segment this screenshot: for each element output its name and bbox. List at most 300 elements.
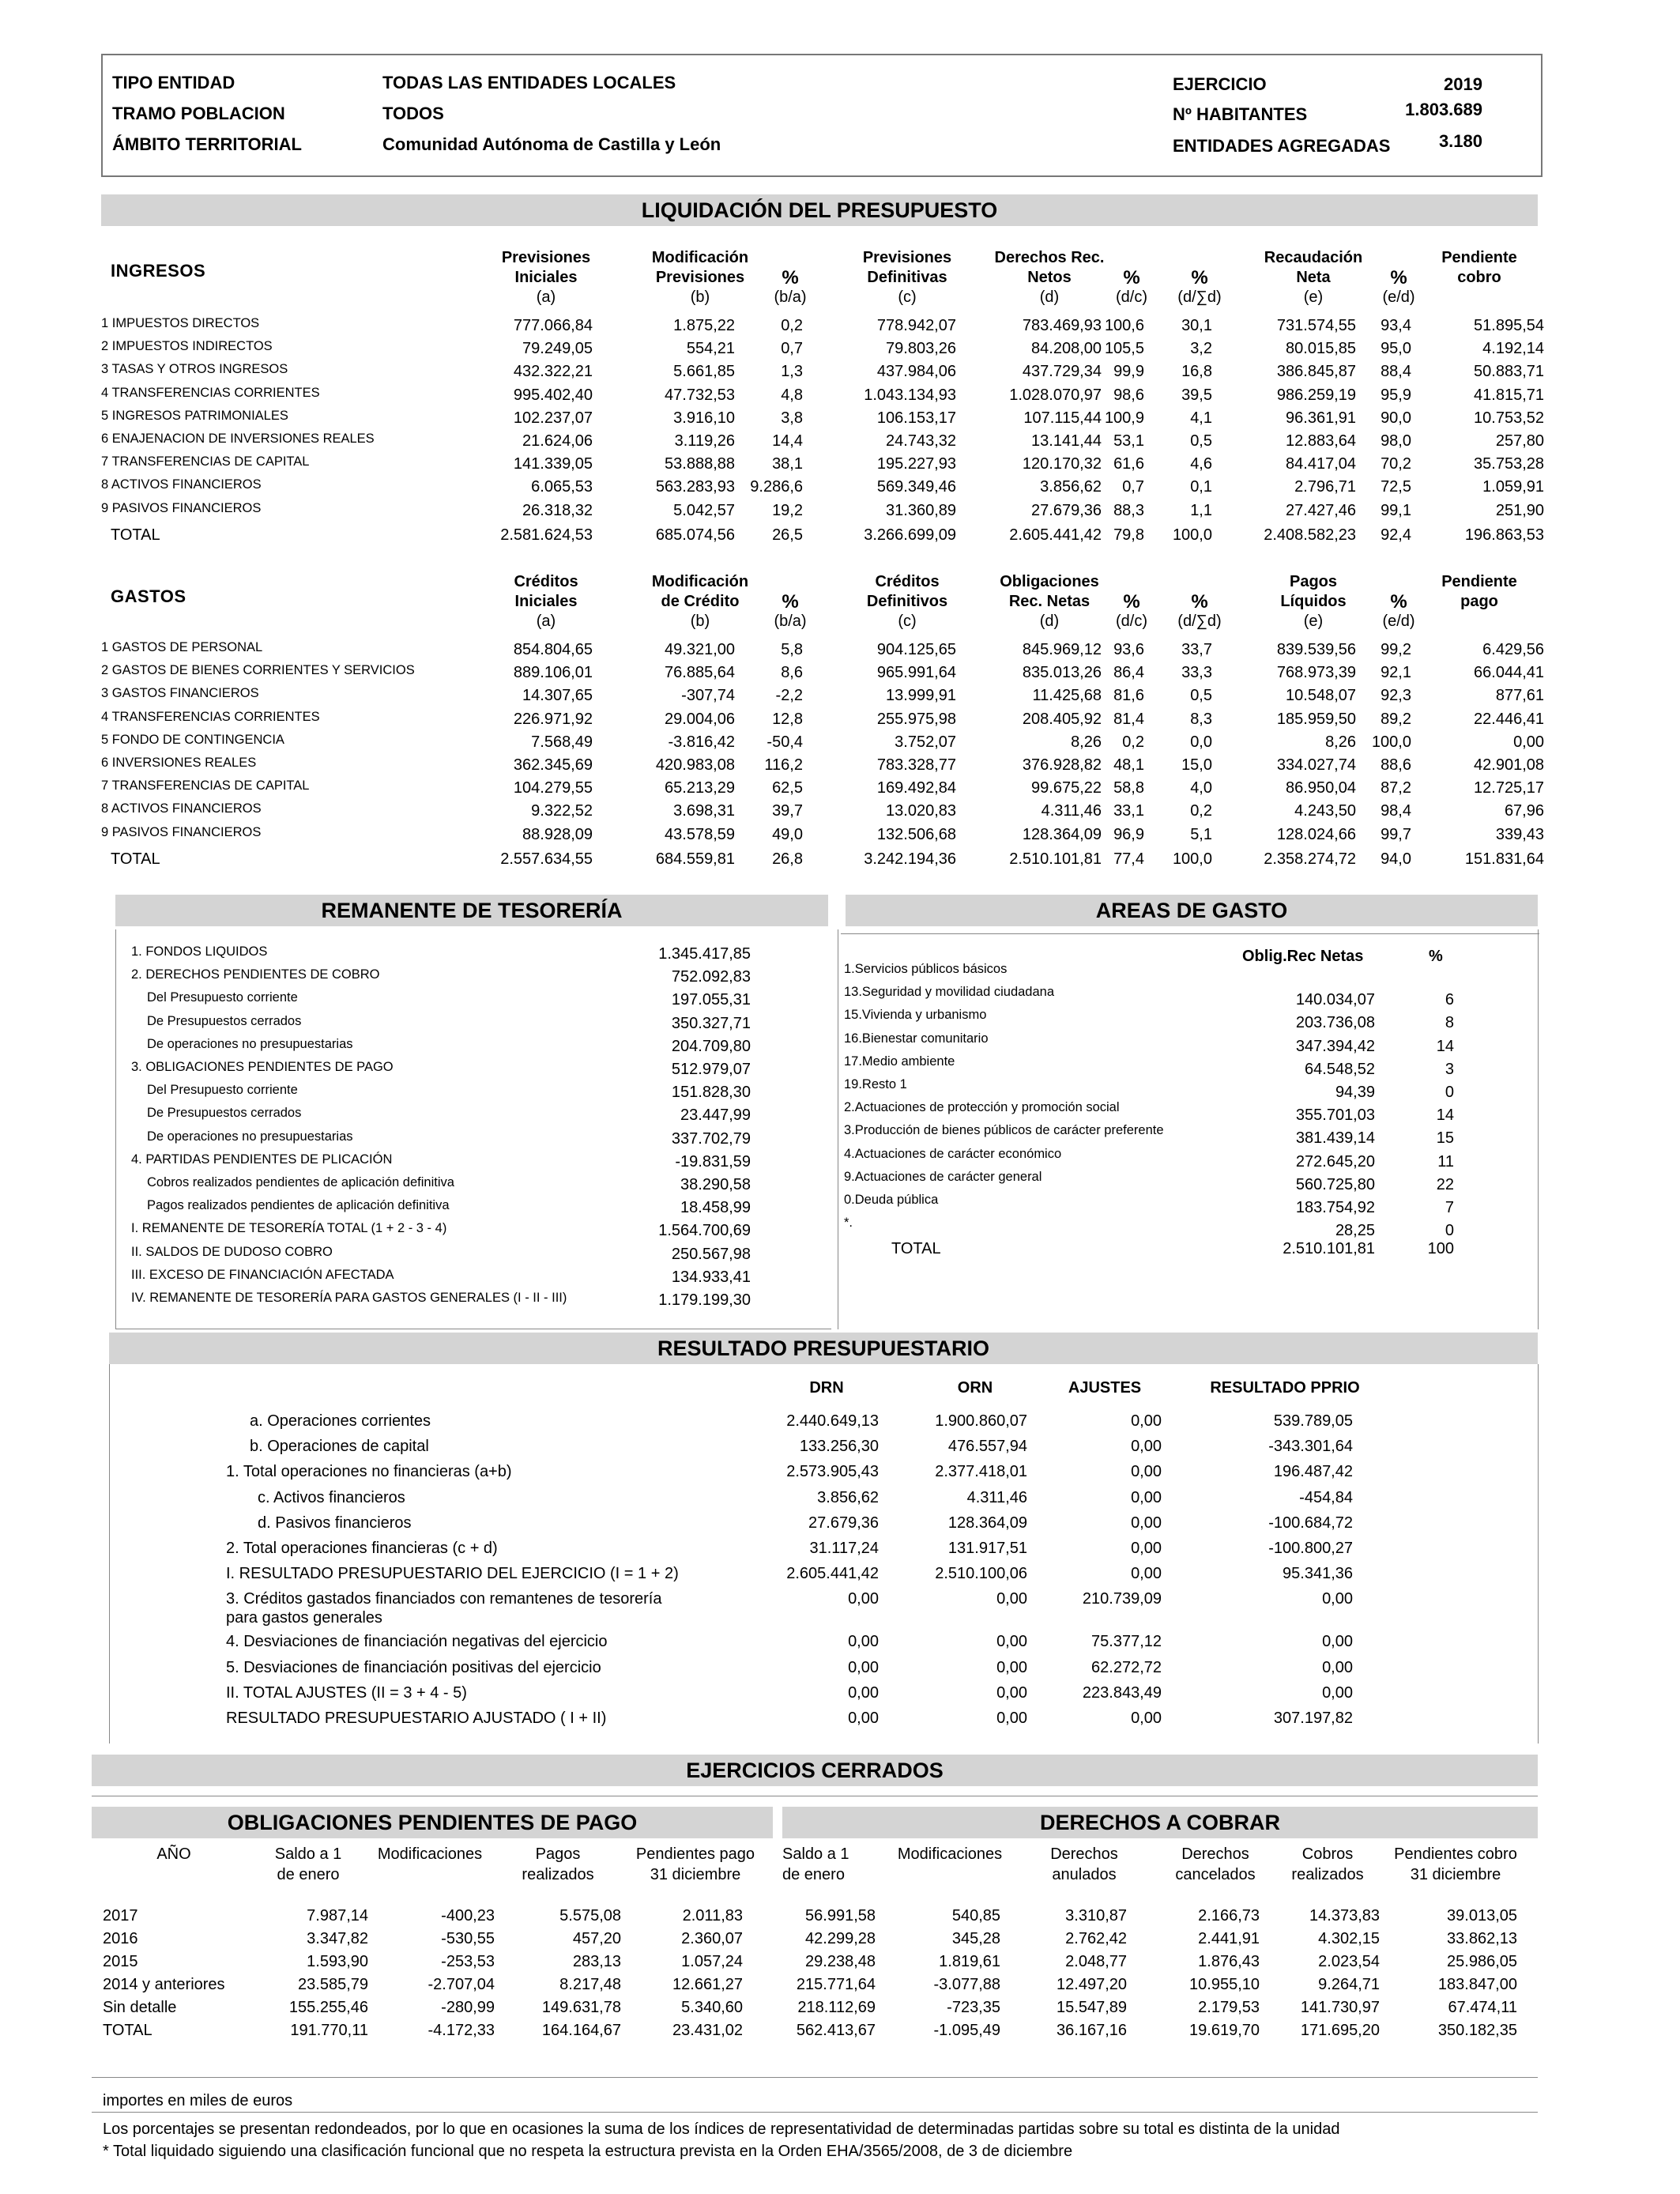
cerrados-row-3-col-4: 215.771,64 bbox=[796, 1976, 876, 1993]
resultado-row-1-col-0: 133.256,30 bbox=[799, 1438, 879, 1456]
ingresos-header-0-l1: Previsiones bbox=[501, 249, 591, 266]
cerrados-row-0-col-6: 3.310,87 bbox=[1065, 1907, 1127, 1924]
gastos-row-1-col-5: 86,4 bbox=[1113, 664, 1144, 682]
area-row-2-value: 203.736,08 bbox=[1295, 1014, 1375, 1032]
remanente-row-5-label: 3. OBLIGACIONES PENDIENTES DE PAGO bbox=[131, 1060, 394, 1074]
remanente-title: REMANENTE DE TESORERÍA bbox=[115, 895, 828, 926]
gastos-row-5-col-4: 376.928,82 bbox=[1022, 756, 1102, 774]
remanente-row-10-value: 38.290,58 bbox=[680, 1176, 751, 1193]
gastos-header-3-l2: Definitivos bbox=[866, 593, 948, 610]
remanente-row-8-value: 337.702,79 bbox=[671, 1129, 751, 1148]
area-row-1-value: 140.034,07 bbox=[1295, 991, 1375, 1009]
cerrados-row-1-col-8: 4.302,15 bbox=[1318, 1930, 1380, 1947]
remanente-row-1-label: 2. DERECHOS PENDIENTES DE COBRO bbox=[131, 967, 380, 982]
cerrados-header-1-l2: de enero bbox=[277, 1866, 340, 1883]
ingresos-row-4-col-6: 4,1 bbox=[1190, 409, 1212, 427]
gastos-row-5-col-0: 362.345,69 bbox=[513, 756, 593, 774]
remanente-row-14-value: 134.933,41 bbox=[671, 1268, 751, 1286]
ingresos-row-5-name: 6 ENAJENACION DE INVERSIONES REALES bbox=[101, 432, 375, 446]
ingresos-row-3-col-1: 47.732,53 bbox=[665, 386, 735, 404]
header-box bbox=[101, 54, 1543, 177]
gastos-row-7-col-4: 4.311,46 bbox=[1041, 802, 1102, 820]
resultado-title: RESULTADO PRESUPUESTARIO bbox=[109, 1333, 1538, 1364]
ingresos-row-6-name: 7 TRANSFERENCIAS DE CAPITAL bbox=[101, 454, 310, 469]
resultado-row-3-col-2: 0,00 bbox=[1131, 1488, 1162, 1506]
ingresos-row-3-col-7: 986.259,19 bbox=[1276, 386, 1356, 404]
gastos-header-3-l3: (c) bbox=[898, 613, 917, 630]
gastos-row-2-col-9: 877,61 bbox=[1495, 687, 1544, 705]
resultado-row-9-col-0: 0,00 bbox=[848, 1658, 879, 1676]
ingresos-row-4-col-9: 10.753,52 bbox=[1474, 409, 1544, 427]
gastos-row-6-col-7: 86.950,04 bbox=[1286, 779, 1356, 797]
ingresos-row-8-col-6: 1,1 bbox=[1190, 501, 1212, 519]
resultado-row-0-col-0: 2.440.649,13 bbox=[786, 1412, 879, 1430]
resultado-row-0-col-3: 539.789,05 bbox=[1273, 1412, 1353, 1430]
gastos-total-col-2: 26,8 bbox=[772, 850, 803, 868]
tramo-poblacion-label: TRAMO POBLACION bbox=[112, 104, 285, 123]
ingresos-row-6-col-6: 4,6 bbox=[1190, 455, 1212, 473]
gastos-row-1-col-2: 8,6 bbox=[781, 664, 803, 682]
ingresos-header-5-l2: % bbox=[1123, 267, 1140, 288]
cerrados-header-3-l1: Pagos bbox=[535, 1845, 581, 1863]
gastos-row-4-col-4: 8,26 bbox=[1071, 733, 1102, 751]
remanente-row-11-value: 18.458,99 bbox=[680, 1199, 751, 1217]
gastos-header-1-l2: de Crédito bbox=[661, 593, 740, 610]
gastos-header-1-l1: Modificación bbox=[651, 573, 749, 590]
resultado-row-1-col-2: 0,00 bbox=[1131, 1438, 1162, 1456]
areas-title: AREAS DE GASTO bbox=[846, 895, 1538, 926]
cerrados-bottom-line bbox=[92, 2077, 1538, 2078]
resultado-row-4-label: d. Pasivos financieros bbox=[258, 1514, 412, 1532]
resultado-row-6-label: I. RESULTADO PRESUPUESTARIO DEL EJERCICIO (I = 1 + 2) bbox=[226, 1565, 679, 1583]
cerrados-row-4-col-6: 15.547,89 bbox=[1057, 1999, 1127, 2016]
ejercicio-label: EJERCICIO bbox=[1173, 74, 1267, 94]
area-row-7-label: 3.Producción de bienes públicos de carácter preferente bbox=[844, 1123, 1164, 1138]
resultado-header-1: ORN bbox=[957, 1379, 993, 1397]
cerrados-row-2-col-5: 1.819,61 bbox=[939, 1953, 1000, 1970]
ingresos-row-0-col-9: 51.895,54 bbox=[1474, 317, 1544, 334]
ingresos-row-2-col-2: 1,3 bbox=[781, 363, 803, 381]
ingresos-row-8-name: 9 PASIVOS FINANCIEROS bbox=[101, 500, 262, 515]
gastos-row-4-col-7: 8,26 bbox=[1325, 733, 1356, 751]
area-row-7-pct: 15 bbox=[1436, 1129, 1454, 1148]
ingresos-row-2-col-9: 50.883,71 bbox=[1474, 363, 1544, 381]
gastos-row-6-name: 7 TRANSFERENCIAS DE CAPITAL bbox=[101, 778, 310, 794]
gastos-row-7-col-1: 3.698,31 bbox=[673, 802, 735, 820]
ingresos-row-4-col-5: 100,9 bbox=[1104, 409, 1144, 427]
cerrados-row-0-col-1: -400,23 bbox=[441, 1907, 495, 1924]
gastos-row-8-col-7: 128.024,66 bbox=[1276, 825, 1356, 843]
remanente-row-4-value: 204.709,80 bbox=[671, 1037, 751, 1055]
gastos-row-0-col-0: 854.804,65 bbox=[513, 641, 593, 658]
gastos-row-4-name: 5 FONDO DE CONTINGENCIA bbox=[101, 732, 284, 747]
gastos-row-4-col-8: 100,0 bbox=[1371, 733, 1411, 751]
cerrados-row-0-col-9: 39.013,05 bbox=[1447, 1907, 1517, 1924]
cerrados-row-1-col-5: 345,28 bbox=[951, 1930, 1000, 1947]
area-total-label: TOTAL bbox=[891, 1240, 941, 1257]
gastos-row-7-col-0: 9.322,52 bbox=[531, 802, 593, 820]
gastos-header-4-l2: Rec. Netas bbox=[1008, 593, 1090, 610]
gastos-row-2-col-0: 14.307,65 bbox=[522, 687, 593, 705]
tipo-entidad-label: TIPO ENTIDAD bbox=[112, 73, 235, 92]
ingresos-row-1-col-7: 80.015,85 bbox=[1286, 340, 1356, 358]
cerrados-row-2-col-2: 283,13 bbox=[572, 1953, 621, 1970]
tipo-entidad-value: TODAS LAS ENTIDADES LOCALES bbox=[382, 73, 676, 92]
ingresos-row-0-col-4: 783.469,93 bbox=[1022, 317, 1102, 334]
area-row-7-value: 381.439,14 bbox=[1295, 1129, 1375, 1148]
gastos-row-5-col-9: 42.901,08 bbox=[1474, 756, 1544, 774]
gastos-row-0-col-8: 99,2 bbox=[1381, 641, 1411, 658]
ingresos-row-4-col-1: 3.916,10 bbox=[673, 409, 735, 427]
footnote-units: importes en miles de euros bbox=[103, 2092, 293, 2109]
gastos-header-0-l1: Créditos bbox=[514, 573, 578, 590]
gastos-row-8-col-1: 43.578,59 bbox=[665, 825, 735, 843]
ambito-territorial-value: Comunidad Autónoma de Castilla y León bbox=[382, 134, 721, 154]
ingresos-row-4-col-8: 90,0 bbox=[1381, 409, 1411, 427]
ingresos-label: INGRESOS bbox=[111, 261, 206, 281]
ingresos-total-label: TOTAL bbox=[111, 526, 160, 544]
area-row-11-pct: 0 bbox=[1445, 1222, 1454, 1240]
entidades-agregadas-label: ENTIDADES AGREGADAS bbox=[1173, 136, 1391, 156]
ingresos-header-8-l2: % bbox=[1390, 267, 1407, 288]
cerrados-row-3-col-6: 12.497,20 bbox=[1057, 1976, 1127, 1993]
habitantes-value: 1.803.689 bbox=[1405, 100, 1482, 119]
gastos-row-0-col-7: 839.539,56 bbox=[1276, 641, 1356, 658]
cerrados-header-9-l2: realizados bbox=[1291, 1866, 1364, 1883]
remanente-row-4-label: De operaciones no presupuestarias bbox=[147, 1036, 353, 1051]
area-row-1-pct: 6 bbox=[1445, 991, 1454, 1009]
ingresos-row-5-col-4: 13.141,44 bbox=[1031, 432, 1102, 450]
ingresos-row-6-col-0: 141.339,05 bbox=[513, 455, 593, 473]
ingresos-total-col-5: 79,8 bbox=[1113, 526, 1144, 544]
resultado-row-8-col-1: 0,00 bbox=[996, 1633, 1027, 1651]
resultado-row-3-label: c. Activos financieros bbox=[258, 1488, 405, 1506]
gastos-row-5-col-3: 783.328,77 bbox=[876, 756, 956, 774]
gastos-header-6-l3: (d/∑d) bbox=[1177, 613, 1222, 630]
ingresos-row-4-name: 5 INGRESOS PATRIMONIALES bbox=[101, 408, 288, 423]
gastos-row-4-col-5: 0,2 bbox=[1122, 733, 1144, 751]
gastos-row-3-col-7: 185.959,50 bbox=[1276, 710, 1356, 728]
gastos-header-8-l2: % bbox=[1390, 591, 1407, 613]
gastos-row-1-col-4: 835.013,26 bbox=[1022, 664, 1102, 682]
ingresos-header-2-l3: (b/a) bbox=[774, 288, 807, 306]
ingresos-header-1-l3: (b) bbox=[690, 288, 710, 306]
ingresos-row-2-col-1: 5.661,85 bbox=[673, 363, 735, 381]
ingresos-row-1-name: 2 IMPUESTOS INDIRECTOS bbox=[101, 339, 273, 354]
ingresos-row-7-col-9: 1.059,91 bbox=[1482, 478, 1544, 496]
ingresos-total-col-1: 685.074,56 bbox=[655, 526, 735, 544]
gastos-total-col-8: 94,0 bbox=[1381, 850, 1411, 868]
resultado-row-5-col-0: 31.117,24 bbox=[809, 1540, 879, 1557]
cerrados-row-4-col-1: -280,99 bbox=[441, 1999, 495, 2016]
gastos-total-col-3: 3.242.194,36 bbox=[864, 850, 956, 868]
gastos-header-9-l2: pago bbox=[1460, 593, 1498, 610]
cerrados-row-5-col-3: 23.431,02 bbox=[672, 2022, 743, 2039]
ingresos-total-col-8: 92,4 bbox=[1381, 526, 1411, 544]
tramo-poblacion-value: TODOS bbox=[382, 104, 444, 123]
gastos-row-3-col-9: 22.446,41 bbox=[1474, 710, 1544, 728]
ingresos-row-5-col-1: 3.119,26 bbox=[674, 432, 735, 450]
cerrados-row-2-col-4: 29.238,48 bbox=[805, 1953, 876, 1970]
remanente-row-13-value: 250.567,98 bbox=[671, 1245, 751, 1263]
gastos-row-3-col-3: 255.975,98 bbox=[876, 710, 956, 728]
resultado-row-8-col-0: 0,00 bbox=[848, 1633, 879, 1651]
areas-col-oblig: Oblig.Rec Netas bbox=[1242, 948, 1364, 965]
ingresos-row-7-col-6: 0,1 bbox=[1190, 478, 1212, 496]
ingresos-row-7-col-2: 9.286,6 bbox=[750, 478, 803, 496]
ingresos-row-7-col-3: 569.349,46 bbox=[876, 478, 956, 496]
gastos-row-6-col-1: 65.213,29 bbox=[665, 779, 735, 797]
ingresos-row-0-col-0: 777.066,84 bbox=[513, 317, 593, 334]
cerrados-header-7-l1: Derechos bbox=[1050, 1845, 1118, 1863]
area-row-3-value: 347.394,42 bbox=[1295, 1037, 1375, 1055]
remanente-row-11-label: Pagos realizados pendientes de aplicación definitiva bbox=[147, 1198, 450, 1213]
ingresos-row-1-col-4: 84.208,00 bbox=[1031, 340, 1102, 358]
gastos-row-6-col-8: 87,2 bbox=[1381, 779, 1411, 797]
ingresos-header-2-l2: % bbox=[782, 267, 799, 288]
gastos-row-2-col-8: 92,3 bbox=[1381, 687, 1411, 705]
gastos-row-6-col-9: 12.725,17 bbox=[1474, 779, 1544, 797]
ingresos-row-1-col-8: 95,0 bbox=[1381, 340, 1411, 358]
gastos-row-3-col-2: 12,8 bbox=[772, 710, 803, 728]
cerrados-row-2-col-1: -253,53 bbox=[441, 1953, 495, 1970]
cerrados-row-1-col-3: 2.360,07 bbox=[681, 1930, 743, 1947]
cerrados-header-10-l2: 31 diciembre bbox=[1410, 1866, 1501, 1883]
ingresos-total-col-3: 3.266.699,09 bbox=[864, 526, 956, 544]
resultado-row-2-col-2: 0,00 bbox=[1131, 1463, 1162, 1481]
gastos-row-5-col-1: 420.983,08 bbox=[655, 756, 735, 774]
resultado-row-6-col-1: 2.510.100,06 bbox=[935, 1565, 1027, 1583]
gastos-header-1-l3: (b) bbox=[690, 613, 710, 630]
areas-col-pct: % bbox=[1429, 948, 1443, 965]
resultado-row-2-col-1: 2.377.418,01 bbox=[935, 1463, 1027, 1481]
gastos-row-0-col-3: 904.125,65 bbox=[876, 641, 956, 658]
resultado-row-11-col-3: 307.197,82 bbox=[1273, 1710, 1353, 1727]
gastos-row-0-col-6: 33,7 bbox=[1181, 641, 1212, 658]
footnote-rounding: Los porcentajes se presentan redondeados, por lo que en ocasiones la suma de los índices de representatividad de determinadas partidas sobre su total es distinta de la unidad bbox=[103, 2120, 1340, 2138]
resultado-row-10-col-0: 0,00 bbox=[848, 1683, 879, 1702]
remanente-row-12-label: I. REMANENTE DE TESORERÍA TOTAL (1 + 2 - 3 - 4) bbox=[131, 1221, 447, 1236]
gastos-header-7-l3: (e) bbox=[1303, 613, 1324, 630]
remanente-row-8-label: De operaciones no presupuestarias bbox=[147, 1129, 353, 1144]
resultado-row-4-col-0: 27.679,36 bbox=[808, 1514, 879, 1532]
ingresos-row-5-col-0: 21.624,06 bbox=[522, 432, 593, 450]
ingresos-row-0-col-2: 0,2 bbox=[781, 317, 803, 334]
area-row-10-label: 0.Deuda pública bbox=[844, 1193, 939, 1207]
remanente-row-15-label: IV. REMANENTE DE TESORERÍA PARA GASTOS GENERALES (I - II - III) bbox=[131, 1291, 567, 1305]
ingresos-header-7-l2: Neta bbox=[1296, 269, 1331, 286]
resultado-row-3-col-0: 3.856,62 bbox=[817, 1488, 879, 1506]
gastos-row-1-col-3: 965.991,64 bbox=[876, 664, 956, 682]
ambito-territorial-label: ÁMBITO TERRITORIAL bbox=[112, 134, 302, 154]
cerrados-row-3-year: 2014 y anteriores bbox=[103, 1976, 225, 1993]
cerrados-header-7-l2: anulados bbox=[1052, 1866, 1117, 1883]
gastos-header-9-l1: Pendiente bbox=[1441, 573, 1517, 590]
ingresos-header-9-l1: Pendiente bbox=[1441, 249, 1517, 266]
area-row-9-label: 9.Actuaciones de carácter general bbox=[844, 1169, 1042, 1184]
ingresos-header-8-l3: (e/d) bbox=[1382, 288, 1415, 306]
area-row-4-label: 17.Medio ambiente bbox=[844, 1054, 955, 1069]
ingresos-header-3-l3: (c) bbox=[898, 288, 917, 306]
remanente-row-10-label: Cobros realizados pendientes de aplicación definitiva bbox=[147, 1175, 454, 1189]
ingresos-row-8-col-4: 27.679,36 bbox=[1031, 501, 1102, 519]
gastos-row-5-col-6: 15,0 bbox=[1181, 756, 1212, 774]
cerrados-row-1-col-4: 42.299,28 bbox=[805, 1930, 876, 1947]
gastos-row-1-col-0: 889.106,01 bbox=[513, 664, 593, 682]
cerrados-row-1-year: 2016 bbox=[103, 1930, 138, 1947]
entidades-agregadas-value: 3.180 bbox=[1438, 131, 1482, 151]
ingresos-row-1-col-2: 0,7 bbox=[781, 340, 803, 358]
remanente-row-5-value: 512.979,07 bbox=[671, 1061, 751, 1078]
ingresos-header-9-l2: cobro bbox=[1457, 269, 1501, 286]
gastos-row-1-col-8: 92,1 bbox=[1381, 664, 1411, 682]
ingresos-row-0-col-8: 93,4 bbox=[1381, 317, 1411, 334]
ingresos-row-6-col-4: 120.170,32 bbox=[1022, 455, 1102, 473]
gastos-row-3-col-4: 208.405,92 bbox=[1022, 710, 1102, 728]
gastos-row-8-col-9: 339,43 bbox=[1495, 825, 1544, 843]
ingresos-row-3-name: 4 TRANSFERENCIAS CORRIENTES bbox=[101, 385, 320, 400]
remanente-row-14-label: III. EXCESO DE FINANCIACIÓN AFECTADA bbox=[131, 1267, 394, 1282]
resultado-row-7-label: 3. Créditos gastados financiados con remantenes de tesorería bbox=[226, 1590, 662, 1608]
gastos-row-6-col-5: 58,8 bbox=[1113, 779, 1144, 797]
area-row-11-value: 28,25 bbox=[1335, 1222, 1375, 1240]
resultado-row-5-col-1: 131.917,51 bbox=[947, 1540, 1027, 1557]
cerrados-row-1-col-6: 2.762,42 bbox=[1065, 1930, 1127, 1947]
gastos-row-8-col-2: 49,0 bbox=[772, 825, 803, 843]
cerrados-row-4-col-0: 155.255,46 bbox=[288, 1999, 368, 2016]
ingresos-row-2-col-8: 88,4 bbox=[1381, 363, 1411, 381]
ingresos-row-4-col-2: 3,8 bbox=[781, 409, 803, 427]
ingresos-row-8-col-9: 251,90 bbox=[1495, 501, 1544, 519]
area-row-10-value: 183.754,92 bbox=[1295, 1199, 1375, 1216]
area-row-6-pct: 14 bbox=[1436, 1106, 1454, 1125]
footnote-functional: * Total liquidado siguiendo una clasificación funcional que no respeta la estructura prevista en la Orden EHA/3565/2008, de 3 de diciembre bbox=[103, 2143, 1073, 2160]
resultado-row-7-col-2: 210.739,09 bbox=[1082, 1590, 1162, 1608]
gastos-total-col-9: 151.831,64 bbox=[1464, 850, 1544, 868]
gastos-row-6-col-3: 169.492,84 bbox=[876, 779, 956, 797]
ingresos-row-2-col-0: 432.322,21 bbox=[513, 363, 593, 381]
gastos-row-7-col-5: 33,1 bbox=[1113, 802, 1144, 820]
area-row-3-pct: 14 bbox=[1436, 1037, 1454, 1055]
resultado-row-4-col-2: 0,00 bbox=[1131, 1514, 1162, 1532]
area-row-8-pct: 11 bbox=[1437, 1152, 1454, 1171]
gastos-row-0-col-5: 93,6 bbox=[1113, 641, 1144, 658]
resultado-header-0: DRN bbox=[809, 1379, 844, 1397]
resultado-row-1-col-3: -343.301,64 bbox=[1268, 1438, 1353, 1456]
ingresos-row-3-col-4: 1.028.070,97 bbox=[1009, 386, 1102, 404]
gastos-row-8-col-8: 99,7 bbox=[1381, 825, 1411, 843]
gastos-row-3-col-8: 89,2 bbox=[1381, 710, 1411, 728]
resultado-row-11-col-0: 0,00 bbox=[848, 1710, 879, 1727]
cerrados-row-1-col-2: 457,20 bbox=[572, 1930, 621, 1947]
ingresos-row-8-col-5: 88,3 bbox=[1113, 501, 1144, 519]
ingresos-header-0-l2: Iniciales bbox=[514, 269, 578, 286]
resultado-row-0-label: a. Operaciones corrientes bbox=[250, 1412, 431, 1430]
resultado-row-7-col-0: 0,00 bbox=[848, 1590, 879, 1608]
cerrados-row-4-col-8: 141.730,97 bbox=[1300, 1999, 1380, 2016]
cerrados-row-2-col-8: 2.023,54 bbox=[1318, 1953, 1380, 1970]
remanente-row-13-label: II. SALDOS DE DUDOSO COBRO bbox=[131, 1244, 333, 1259]
cerrados-row-5-col-2: 164.164,67 bbox=[541, 2022, 621, 2039]
cerrados-row-5-col-7: 19.619,70 bbox=[1189, 2022, 1260, 2039]
ingresos-row-0-col-3: 778.942,07 bbox=[876, 317, 956, 334]
derechos-title: DERECHOS A COBRAR bbox=[782, 1807, 1538, 1838]
resultado-row-9-col-3: 0,00 bbox=[1322, 1658, 1353, 1676]
gastos-row-2-col-7: 10.548,07 bbox=[1286, 687, 1356, 705]
ingresos-row-1-col-6: 3,2 bbox=[1190, 340, 1212, 358]
ingresos-row-0-name: 1 IMPUESTOS DIRECTOS bbox=[101, 316, 260, 330]
cerrados-header-8-l2: cancelados bbox=[1175, 1866, 1256, 1883]
resultado-row-6-col-0: 2.605.441,42 bbox=[786, 1565, 879, 1583]
areas-border-right bbox=[1538, 929, 1539, 1329]
gastos-label: GASTOS bbox=[111, 586, 186, 606]
resultado-row-7-col-1: 0,00 bbox=[996, 1590, 1027, 1608]
ingresos-row-1-col-3: 79.803,26 bbox=[886, 340, 956, 358]
gastos-row-5-col-2: 116,2 bbox=[764, 756, 803, 774]
gastos-row-4-col-1: -3.816,42 bbox=[668, 733, 735, 751]
gastos-row-0-col-4: 845.969,12 bbox=[1022, 641, 1102, 658]
ingresos-total-col-0: 2.581.624,53 bbox=[500, 526, 593, 544]
cerrados-row-2-col-9: 25.986,05 bbox=[1447, 1953, 1517, 1970]
ingresos-header-6-l2: % bbox=[1191, 267, 1208, 288]
gastos-row-5-col-5: 48,1 bbox=[1113, 756, 1144, 774]
cerrados-row-1-col-0: 3.347,82 bbox=[307, 1930, 368, 1947]
ingresos-header-7-l3: (e) bbox=[1303, 288, 1324, 306]
gastos-header-3-l1: Créditos bbox=[875, 573, 940, 590]
cerrados-row-0-col-4: 56.991,58 bbox=[805, 1907, 876, 1924]
gastos-row-5-col-7: 334.027,74 bbox=[1276, 756, 1356, 774]
cerrados-row-2-col-6: 2.048,77 bbox=[1065, 1953, 1127, 1970]
cerrados-row-0-col-3: 2.011,83 bbox=[682, 1907, 743, 1924]
cerrados-row-5-col-4: 562.413,67 bbox=[796, 2022, 876, 2039]
ingresos-row-5-col-6: 0,5 bbox=[1190, 432, 1212, 450]
gastos-row-8-col-0: 88.928,09 bbox=[522, 825, 593, 843]
cerrados-row-0-col-2: 5.575,08 bbox=[559, 1907, 621, 1924]
gastos-total-col-5: 77,4 bbox=[1113, 850, 1144, 868]
resultado-row-0-col-2: 0,00 bbox=[1131, 1412, 1162, 1430]
gastos-total-label: TOTAL bbox=[111, 850, 160, 868]
gastos-row-3-col-6: 8,3 bbox=[1190, 710, 1212, 728]
gastos-row-3-col-5: 81,4 bbox=[1113, 710, 1144, 728]
ingresos-row-0-col-5: 100,6 bbox=[1104, 317, 1144, 334]
resultado-border-left bbox=[109, 1364, 110, 1744]
ingresos-row-6-col-3: 195.227,93 bbox=[876, 455, 956, 473]
area-total-value: 2.510.101,81 bbox=[1283, 1240, 1375, 1257]
gastos-row-8-name: 9 PASIVOS FINANCIEROS bbox=[101, 824, 262, 839]
gastos-row-4-col-0: 7.568,49 bbox=[531, 733, 593, 751]
gastos-row-8-col-5: 96,9 bbox=[1113, 825, 1144, 843]
cerrados-row-4-col-4: 218.112,69 bbox=[797, 1999, 876, 2016]
ingresos-row-7-col-0: 6.065,53 bbox=[531, 478, 593, 496]
gastos-row-8-col-6: 5,1 bbox=[1190, 825, 1212, 843]
ingresos-header-7-l1: Recaudación bbox=[1264, 249, 1363, 266]
gastos-row-7-name: 8 ACTIVOS FINANCIEROS bbox=[101, 801, 262, 816]
gastos-row-1-name: 2 GASTOS DE BIENES CORRIENTES Y SERVICIOS bbox=[101, 663, 415, 678]
ingresos-row-8-col-1: 5.042,57 bbox=[673, 501, 735, 519]
remanente-row-9-value: -19.831,59 bbox=[675, 1152, 751, 1171]
resultado-row-11-col-2: 0,00 bbox=[1131, 1710, 1162, 1727]
ingresos-row-6-col-1: 53.888,88 bbox=[665, 455, 735, 473]
cerrados-row-1-col-7: 2.441,91 bbox=[1198, 1930, 1260, 1947]
gastos-row-8-col-4: 128.364,09 bbox=[1022, 825, 1102, 843]
area-row-8-label: 4.Actuaciones de carácter económico bbox=[844, 1146, 1062, 1161]
gastos-header-2-l2: % bbox=[782, 591, 799, 613]
gastos-row-3-col-0: 226.971,92 bbox=[513, 710, 593, 728]
cerrados-header-8-l1: Derechos bbox=[1181, 1845, 1249, 1863]
ingresos-row-8-col-7: 27.427,46 bbox=[1286, 501, 1356, 519]
gastos-row-2-col-1: -307,74 bbox=[681, 687, 735, 705]
gastos-row-7-col-7: 4.243,50 bbox=[1294, 802, 1356, 820]
